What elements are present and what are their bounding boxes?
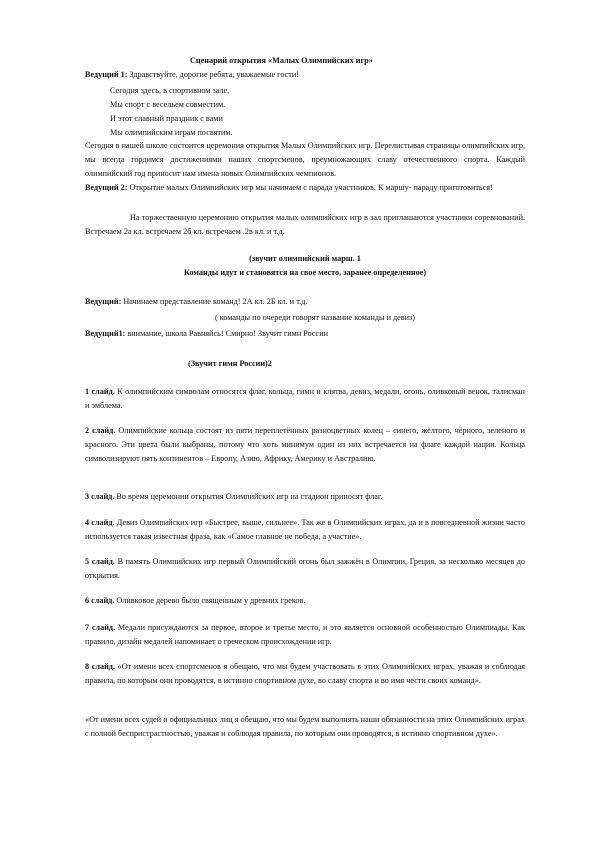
slide-label: 2 слайд. <box>85 426 116 435</box>
poem <box>110 84 410 140</box>
slide-7 <box>85 621 525 649</box>
slide-4 <box>85 516 525 544</box>
slide-label: 4 слайд. <box>85 518 115 527</box>
speaker2-label: Ведущий 2: <box>85 183 128 192</box>
slide-label: 7 слайд. <box>85 623 116 632</box>
march-note <box>85 252 525 280</box>
slide-label: 1 слайд. <box>85 387 115 396</box>
poem-line: И этот славный праздник с вами <box>110 114 223 123</box>
slide-text: Во время церемонии открытия Олимпийских игр на стадион приносят флаг. <box>116 492 383 501</box>
anthem-line <box>85 327 525 341</box>
presenter-label: Ведущий: <box>85 297 122 306</box>
slide-text: Оливковое дерево было священным у древних греков. <box>116 596 306 605</box>
slide-label: 8 слайд. <box>85 662 115 671</box>
slide-text: Олимпийские кольца состоят из пяти переплетённых разноцветных колец – синего, жёлтого, чёрного, зеленого и красного. Эти цвета были выбраны, потому что хоть минимум один из них встречается на флаге каждой нации. Кольца символизируют пять континентов – Европу, Азию, Африку, Америку и Австралию. <box>85 426 526 463</box>
slide-label: 6 слайд. <box>85 596 115 605</box>
poem-line: Мы спорт с весельем совместим. <box>110 100 226 109</box>
march-line-2: Команды идут и становятся на свое место, заранее определенное) <box>183 268 427 277</box>
slide-label: 3 слайд. <box>85 492 115 501</box>
intro-paragraph: Сегодня в нашей школе состоится церемония открытия Малых Олимпийских игр. Перелистывая страницы олимпийских игр, мы всегда гордимся достижениями наших спортсменов, преумножающих славу отечественного спорта. Каждый олимпийский год приносит нам имена новых Олимпийских чемпионов. <box>85 141 525 178</box>
slide-6 <box>85 594 525 608</box>
parade-paragraph: На торжественную церемонию открытия малых олимпийских игр в зал приглашаются участники соревнований. Встречаем 2а кл. встречаем 2б кл. встречаем .2в кл. и т.д. <box>85 213 525 236</box>
anthem-note: (Звучит гимн России)2 <box>188 359 272 368</box>
page-title: Сценарий открытия «Малых Олимпийских игр» <box>190 56 373 65</box>
slide-1 <box>85 385 525 413</box>
presentation-line <box>85 295 525 309</box>
anthem-label: Ведущий1: <box>85 329 126 338</box>
slide-5 <box>85 555 525 583</box>
judges-oath: «От имени всех судей и официальных лиц я обещаю, что мы будем выполнять наши обязанности на этих Олимпийских играх с полной беспристрастностью, уважая и соблюдая правила, по которым они проводятся, в истинно спортивном духе». <box>85 715 525 738</box>
speaker1-greeting <box>85 68 525 82</box>
slide-text: «От имени всех спортсменов я обещаю, что мы будем участвовать в этих Олимпийских играх, уважая и соблюдая правила, по которым они проводятся, в истинно спортивном духе, во славу спорта и во имя чести своих команд». <box>85 662 526 685</box>
presenter-text: Начинаем представление команд! 2А кл. 2Б кл. и т.д. <box>123 297 308 306</box>
slide-text: В память Олимпийских игр первый Олимпийский огонь был зажжён в Олимпии, Греция, за несколько месяцев до открытия. <box>85 557 526 580</box>
slide-text: К олимпийским символам относятся флаг, кольца, гимн и клятва, девиз, медали, огонь, оливковый венок, талисман и эмблема. <box>85 387 526 410</box>
slide-3 <box>85 490 525 504</box>
poem-line: Мы олимпийским играм посвятим. <box>110 128 233 137</box>
slide-text: Медали присуждаются за первое, второе и третье место, и это является основной особенностью Олимпиады. Как правило, дизайн медалей напоминает о греческом происхождении игр. <box>85 623 525 646</box>
presentation-note: ( команды по очереди говорят название команды и девиз) <box>215 313 416 322</box>
slide-label: 5 слайд. <box>85 557 115 566</box>
slide-2 <box>85 424 525 466</box>
slide-8 <box>85 660 525 688</box>
slide-text: Девиз Олимпийских игр «Быстрее, выше, сильнее». Так же в Олимпийских играх, да и в повседневной жизни часто используется такая известная фраза, как «Самое главное не победа, а участие». <box>85 518 525 541</box>
march-line-1: (звучит олимпийский марш. 1 <box>249 254 361 263</box>
speaker1-label: Ведущий 1: <box>85 70 128 79</box>
poem-line: Сегодня здесь, в спортивном зале, <box>110 86 230 95</box>
speaker2-text: Открытие малых Олимпийских игр мы начинаем с парада участников. К маршу- параду приготовиться! <box>129 183 493 192</box>
speaker2-paragraph <box>85 181 525 195</box>
speaker1-text: Здравствуйте, дорогие ребята, уважаемые гости! <box>129 70 299 79</box>
anthem-text: внимание, школа Равняйсь! Смирно! Звучит гимн России <box>127 329 328 338</box>
